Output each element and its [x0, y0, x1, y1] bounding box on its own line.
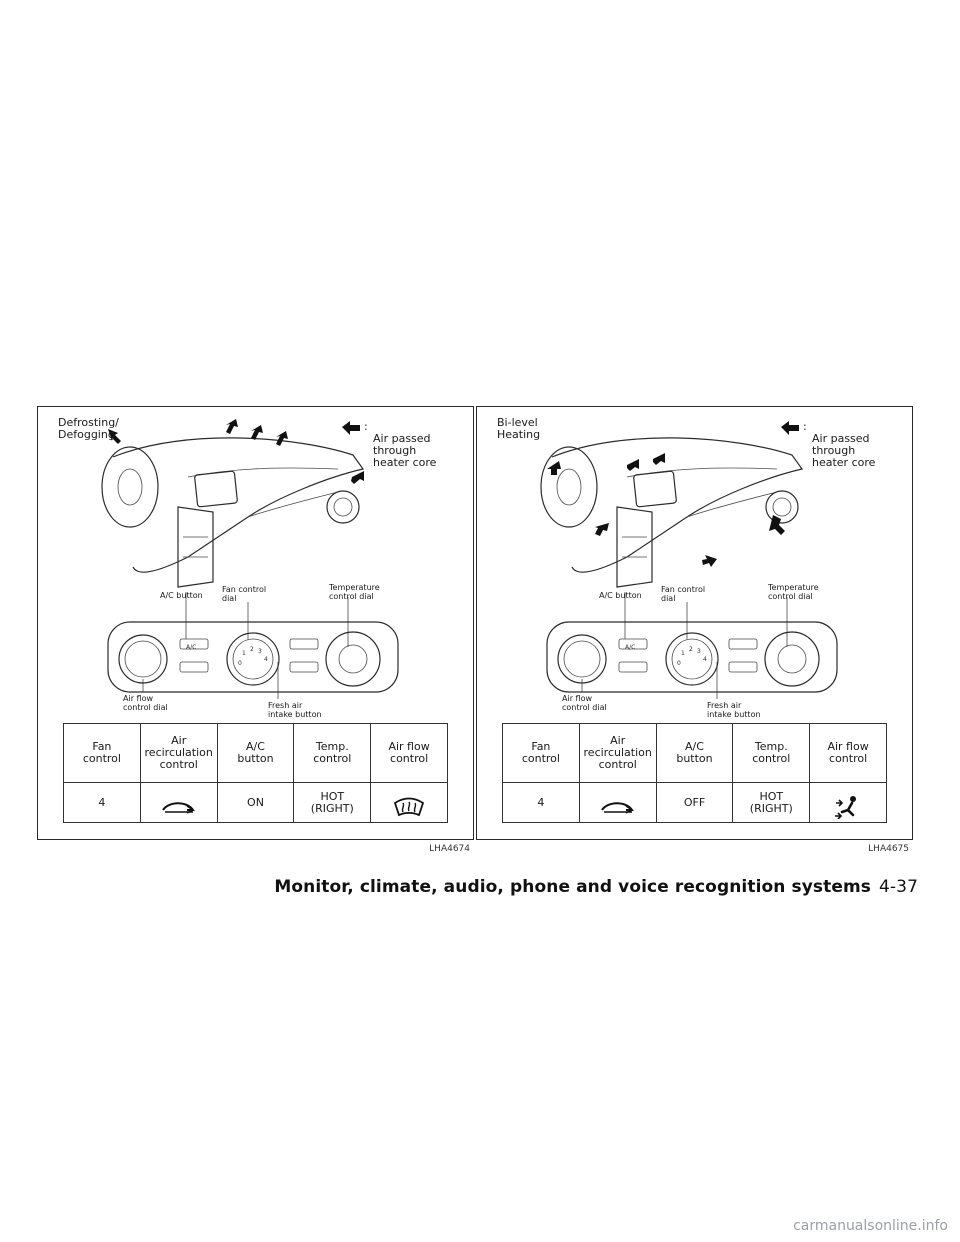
- steering-hub: [118, 469, 142, 505]
- dashboard-outline: [552, 438, 802, 572]
- vent-arrow: [769, 515, 785, 535]
- table-row: [64, 783, 448, 823]
- fan-number: 0: [238, 660, 242, 667]
- fan-numbers: [677, 646, 707, 667]
- page-number: 4-37: [879, 877, 918, 897]
- value-fan: 4: [503, 783, 580, 823]
- right-vent-inner: [773, 498, 791, 516]
- fan-number: 1: [242, 650, 246, 657]
- air-flow-dial[interactable]: [558, 635, 606, 683]
- fan-number: 3: [258, 648, 262, 655]
- console-detail: [622, 537, 647, 557]
- center-screen: [194, 471, 237, 507]
- steering-hub: [557, 469, 581, 505]
- control-settings-table: [502, 723, 887, 823]
- legend-text: Air passed through heater core: [812, 432, 876, 469]
- figure-bi-level-heating: [476, 406, 913, 854]
- center-screen: [633, 471, 676, 507]
- fan-number: 3: [697, 648, 701, 655]
- header-air-flow-control: Air flow control: [810, 724, 887, 783]
- legend-colon-icon: :: [803, 420, 807, 433]
- vent-arrow: [653, 453, 665, 465]
- header-ac-button: A/C button: [656, 724, 733, 783]
- defrost-arrow: [276, 431, 288, 446]
- console-detail: [183, 537, 208, 557]
- defrost-arrow: [226, 419, 238, 434]
- figure-code: LHA4675: [868, 844, 909, 854]
- defog-side-arrow: [351, 471, 364, 484]
- value-temp: HOT (RIGHT): [294, 783, 371, 823]
- value-fan: 4: [64, 783, 141, 823]
- temperature-dial-inner: [339, 645, 367, 673]
- fresh-air-intake-button[interactable]: [290, 662, 318, 672]
- legend-arrow-icon: [781, 421, 799, 435]
- control-settings-table: [63, 723, 448, 823]
- fresh-air-intake-button[interactable]: [729, 662, 757, 672]
- legend-colon-icon: :: [364, 420, 368, 433]
- air-flow-control-dial-callout: Air flow control dial: [123, 694, 168, 712]
- table-header-row: [503, 724, 887, 783]
- header-fan-control: Fan control: [64, 724, 141, 783]
- legend-text: Air passed through heater core: [373, 432, 437, 469]
- fan-dial[interactable]: [666, 633, 718, 685]
- fresh-air-intake-button-callout: Fresh air intake button: [268, 701, 322, 719]
- value-temp: HOT (RIGHT): [733, 783, 810, 823]
- figure-code: LHA4674: [429, 844, 470, 854]
- center-console: [617, 507, 652, 587]
- vent-arrow: [627, 459, 639, 471]
- ac-mark: A/C: [186, 644, 197, 651]
- value-ac: OFF: [656, 783, 733, 823]
- dash-line: [248, 492, 338, 517]
- rear-defrost-button[interactable]: [619, 662, 647, 672]
- value-recirculation: [579, 783, 656, 823]
- steering-wheel: [541, 447, 597, 527]
- fan-number: 2: [689, 646, 693, 653]
- ac-button-callout: A/C button: [599, 591, 642, 600]
- fan-number: 1: [681, 650, 685, 657]
- steering-wheel: [102, 447, 158, 527]
- fan-number: 0: [677, 660, 681, 667]
- floor-arrow: [595, 523, 609, 536]
- fan-number: 4: [703, 656, 707, 663]
- table-row: [503, 783, 887, 823]
- fresh-air-icon: [159, 797, 199, 817]
- bi-level-icon: [833, 795, 863, 819]
- fan-control-dial-callout: Fan control dial: [222, 585, 267, 603]
- rear-defrost-button[interactable]: [180, 662, 208, 672]
- right-vent-inner: [334, 498, 352, 516]
- header-air-recirculation-control: Air recirculation control: [140, 724, 217, 783]
- fan-control-dial-callout: Fan control dial: [661, 585, 706, 603]
- header-fan-control: Fan control: [503, 724, 580, 783]
- value-recirculation: [140, 783, 217, 823]
- defrost-icon: [392, 795, 426, 819]
- mode-title: Bi-level Heating: [497, 416, 541, 441]
- header-air-recirculation-control: Air recirculation control: [579, 724, 656, 783]
- temperature-dial[interactable]: [326, 632, 380, 686]
- header-temp-control: Temp. control: [294, 724, 371, 783]
- ac-button-callout: A/C button: [160, 591, 203, 600]
- fan-number: 4: [264, 656, 268, 663]
- ac-mark: A/C: [625, 644, 636, 651]
- fresh-air-intake-button-callout: Fresh air intake button: [707, 701, 761, 719]
- watermark[interactable]: carmanualsonline.info: [793, 1218, 948, 1234]
- dash-line: [188, 468, 338, 477]
- floor-arrow: [702, 555, 717, 567]
- recirculation-button[interactable]: [729, 639, 757, 649]
- heater-core-legend: [364, 421, 436, 469]
- air-flow-dial-inner: [564, 641, 600, 677]
- air-flow-dial-inner: [125, 641, 161, 677]
- heater-core-legend: [803, 421, 875, 469]
- vent-arrow: [547, 461, 561, 475]
- temperature-control-dial-callout: Temperature control dial: [329, 583, 380, 601]
- dash-line: [627, 468, 777, 477]
- temperature-dial[interactable]: [765, 632, 819, 686]
- value-air-flow: [371, 783, 448, 823]
- fan-number: 2: [250, 646, 254, 653]
- dashboard-outline: [113, 438, 363, 572]
- air-flow-control-dial-callout: Air flow control dial: [562, 694, 607, 712]
- defrost-arrow: [251, 425, 263, 440]
- header-ac-button: A/C button: [217, 724, 294, 783]
- legend-arrow-icon: [342, 421, 360, 435]
- figure-defrosting: [37, 406, 474, 854]
- fan-numbers: [238, 646, 268, 667]
- recirculation-button[interactable]: [290, 639, 318, 649]
- page-footer: [274, 877, 918, 897]
- table-header-row: [64, 724, 448, 783]
- dash-line: [687, 492, 777, 517]
- section-title: Monitor, climate, audio, phone and voice recognition systems: [274, 877, 872, 897]
- value-air-flow: [810, 783, 887, 823]
- right-vent: [327, 491, 359, 523]
- temperature-dial-inner: [778, 645, 806, 673]
- air-flow-dial[interactable]: [119, 635, 167, 683]
- header-temp-control: Temp. control: [733, 724, 810, 783]
- fan-dial[interactable]: [227, 633, 279, 685]
- right-vent: [766, 491, 798, 523]
- value-ac: ON: [217, 783, 294, 823]
- fresh-air-icon: [598, 797, 638, 817]
- temperature-control-dial-callout: Temperature control dial: [768, 583, 819, 601]
- center-console: [178, 507, 213, 587]
- header-air-flow-control: Air flow control: [371, 724, 448, 783]
- mode-title: Defrosting/ Defogging: [58, 416, 119, 441]
